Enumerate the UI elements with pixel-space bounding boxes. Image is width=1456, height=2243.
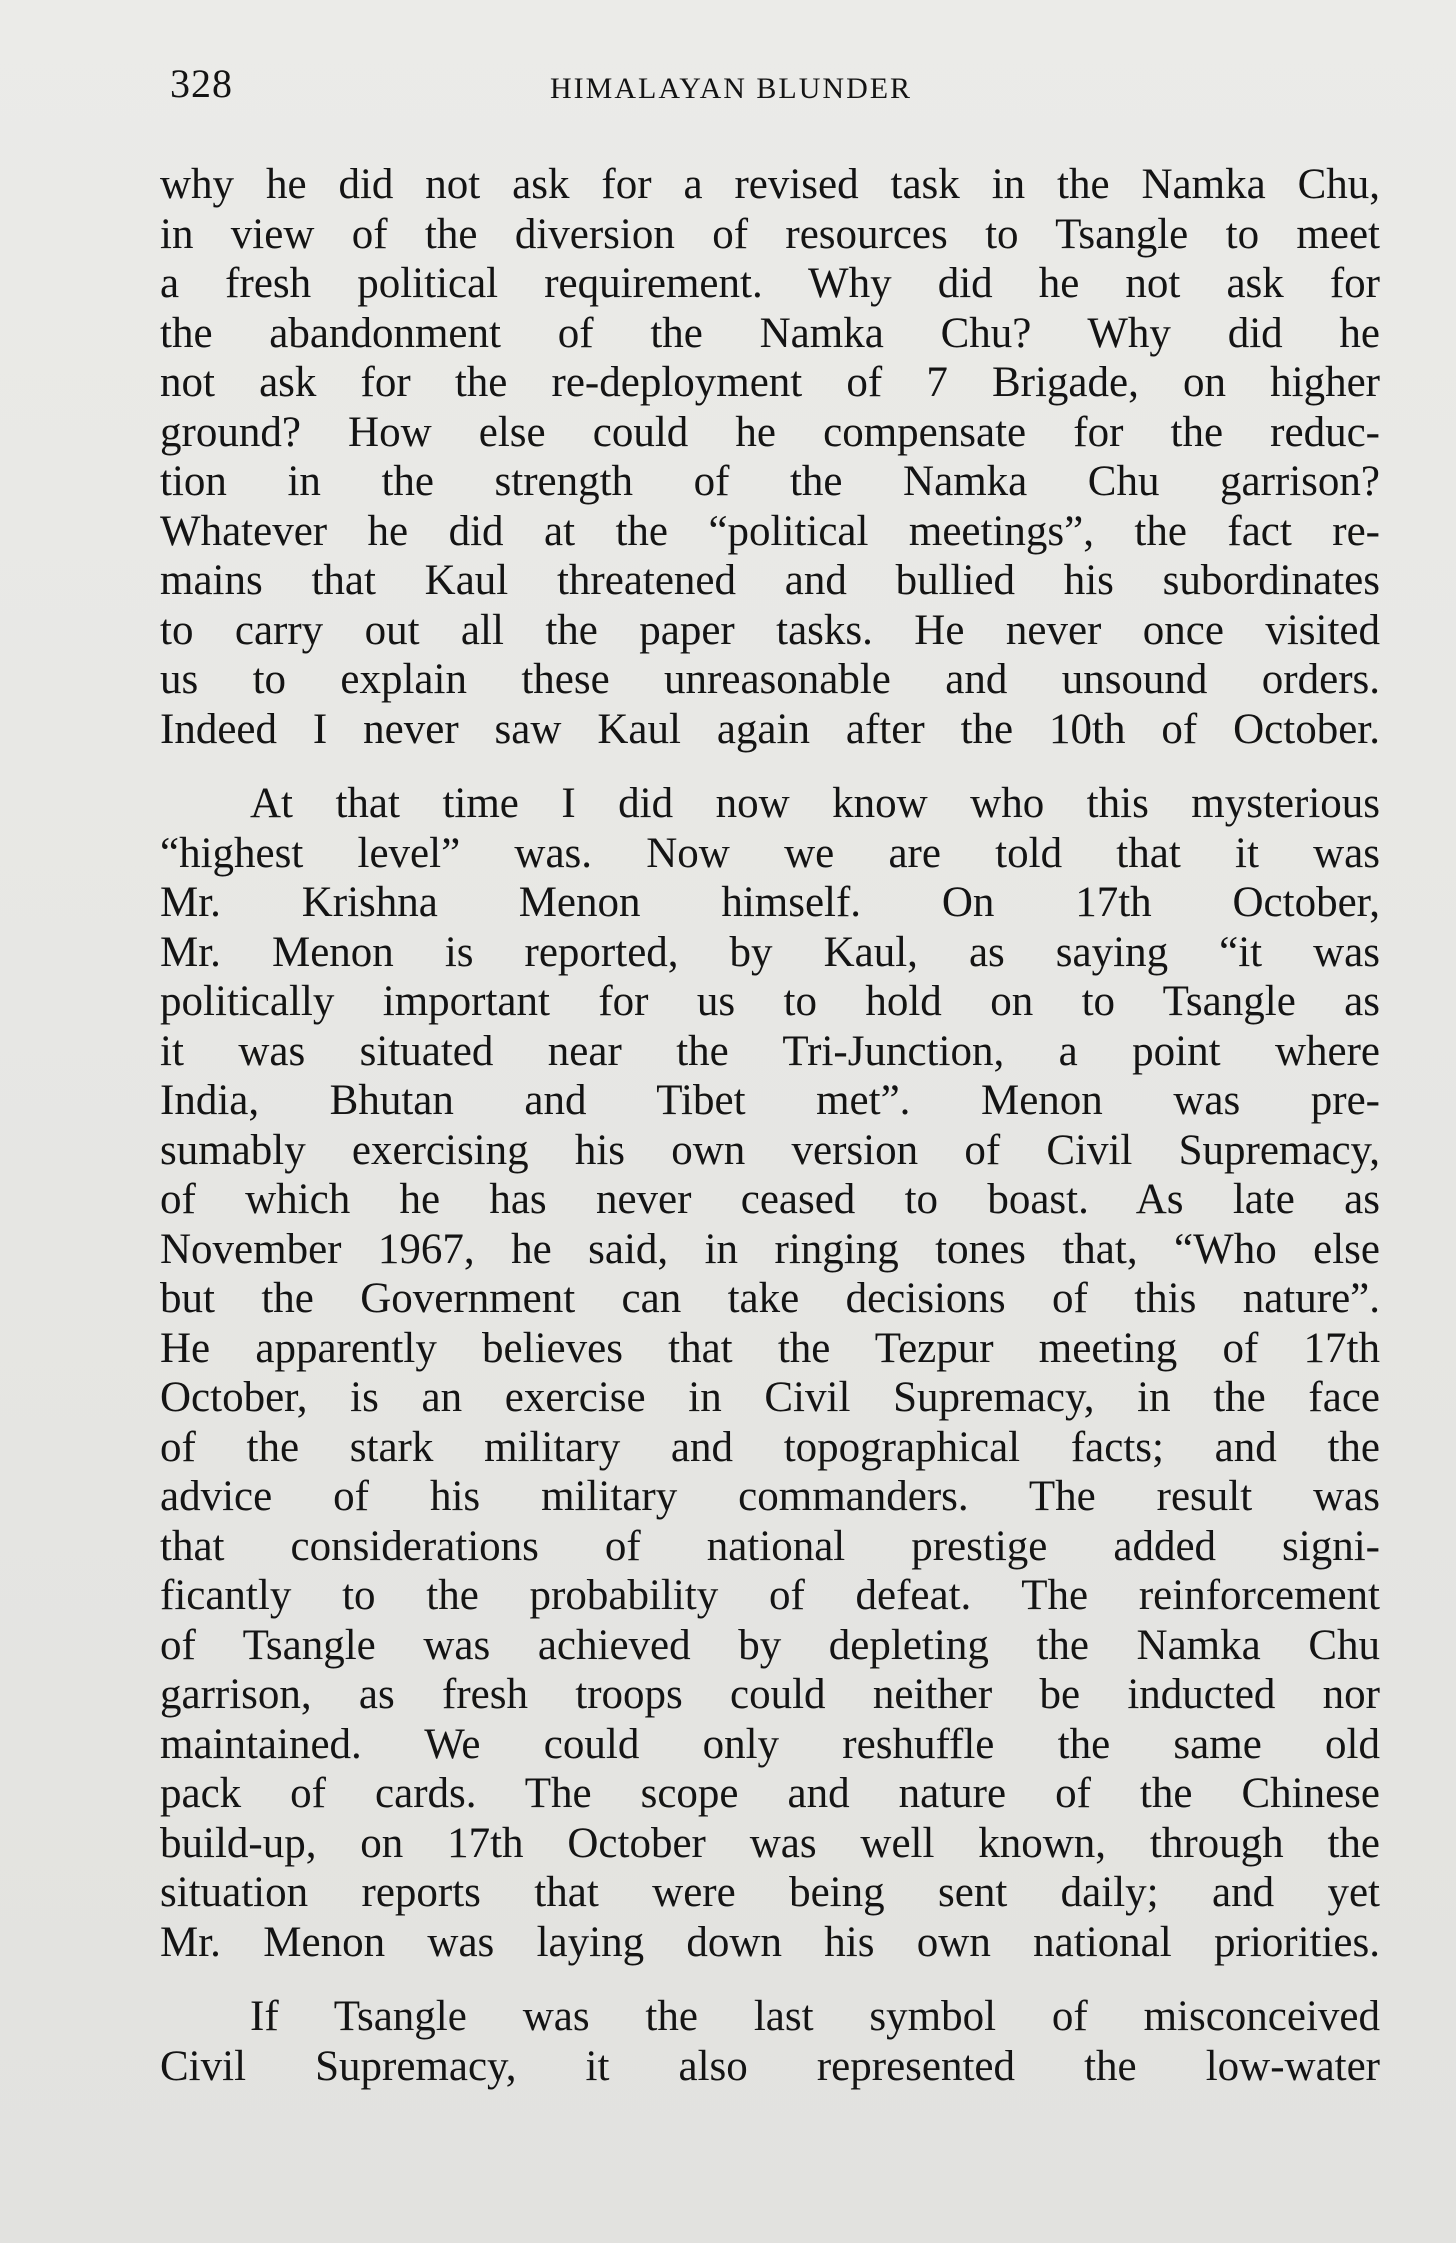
text-line: that considerations of national prestige added signi- bbox=[160, 1522, 1380, 1570]
text-line: advice of his military commanders. The result was bbox=[160, 1473, 1380, 1520]
text-line: of the stark military and topographical facts; and the bbox=[160, 1423, 1380, 1471]
text-line: October, is an exercise in Civil Supremacy, in the face bbox=[160, 1374, 1380, 1421]
text-line: build-up, on 17th October was well known, through the bbox=[160, 1819, 1380, 1867]
text-line: ficantly to the probability of defeat. The reinforcement bbox=[160, 1572, 1380, 1619]
text-line: Mr. Menon was laying down his own national priorities. bbox=[160, 1918, 1380, 1966]
text-line: If Tsangle was the last symbol of misconceived bbox=[250, 1993, 1380, 2040]
page-header bbox=[170, 50, 1320, 120]
text-line: maintained. We could only reshuffle the same old bbox=[160, 1720, 1380, 1768]
text-line: Whatever he did at the “political meetings”, the fact re- bbox=[160, 507, 1380, 555]
body-text bbox=[160, 160, 1380, 2116]
page-number: 328 bbox=[170, 61, 233, 106]
text-line: “highest level” was. Now we are told that it was bbox=[160, 829, 1380, 877]
text-line: of which he has never ceased to boast. As late as bbox=[160, 1176, 1380, 1223]
text-line: it was situated near the Tri-Junction, a point where bbox=[160, 1027, 1380, 1075]
text-line: mains that Kaul threatened and bullied his subordinates bbox=[160, 557, 1380, 604]
running-head: HIMALAYAN BLUNDER bbox=[550, 72, 913, 105]
text-line: situation reports that were being sent daily; and yet bbox=[160, 1869, 1380, 1916]
text-line: Civil Supremacy, it also represented the low-water bbox=[160, 2042, 1380, 2090]
text-line: November 1967, he said, in ringing tones that, “Who else bbox=[160, 1225, 1380, 1273]
text-line: in view of the diversion of resources to Tsangle to meet bbox=[160, 210, 1380, 258]
text-line: a fresh political requirement. Why did he not ask for bbox=[160, 260, 1380, 307]
text-line: Mr. Krishna Menon himself. On 17th October, bbox=[160, 879, 1380, 926]
text-line: India, Bhutan and Tibet met”. Menon was pre- bbox=[160, 1077, 1380, 1124]
text-line: He apparently believes that the Tezpur meeting of 17th bbox=[160, 1324, 1380, 1372]
text-line: tion in the strength of the Namka Chu garrison? bbox=[160, 458, 1380, 505]
text-line: Indeed I never saw Kaul again after the 10th of October. bbox=[160, 705, 1380, 753]
text-line: the abandonment of the Namka Chu? Why did he bbox=[160, 309, 1380, 357]
text-line: why he did not ask for a revised task in the Namka Chu, bbox=[160, 161, 1380, 208]
text-line: ground? How else could he compensate for the reduc- bbox=[160, 408, 1380, 456]
text-line: politically important for us to hold on to Tsangle as bbox=[160, 978, 1380, 1025]
text-line: of Tsangle was achieved by depleting the Namka Chu bbox=[160, 1621, 1380, 1669]
text-line: garrison, as fresh troops could neither be inducted nor bbox=[160, 1671, 1380, 1718]
text-line: sumably exercising his own version of Civil Supremacy, bbox=[160, 1126, 1380, 1174]
text-line: not ask for the re-deployment of 7 Brigade, on higher bbox=[160, 359, 1380, 406]
text-line: but the Government can take decisions of this nature”. bbox=[160, 1275, 1380, 1322]
paragraph bbox=[160, 160, 1380, 754]
paragraph bbox=[160, 1992, 1380, 2091]
text-line: us to explain these unreasonable and unsound orders. bbox=[160, 656, 1380, 703]
text-line: Mr. Menon is reported, by Kaul, as saying “it was bbox=[160, 928, 1380, 976]
paragraph bbox=[160, 779, 1380, 1967]
text-line: At that time I did now know who this mysterious bbox=[250, 780, 1380, 827]
text-line: pack of cards. The scope and nature of the Chinese bbox=[160, 1770, 1380, 1817]
text-line: to carry out all the paper tasks. He never once visited bbox=[160, 606, 1380, 654]
